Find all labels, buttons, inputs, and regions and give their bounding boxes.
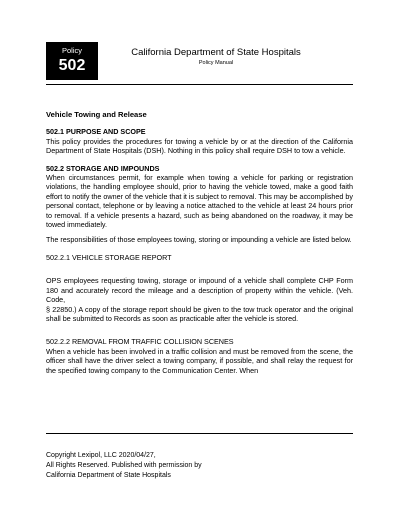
- document-body: [46, 110, 353, 375]
- policy-number: 502: [58, 57, 86, 74]
- copyright-notice: [46, 451, 202, 481]
- footer-divider: [46, 433, 353, 434]
- paragraph: § 22850.) A copy of the storage report should be given to the tow truck operator and the original shall be submitted to Records as soon as practicable after the vehicle is stored.: [46, 304, 353, 323]
- section-heading-502-2-1: 502.2.1 VEHICLE STORAGE REPORT: [46, 252, 172, 262]
- section-heading-502-1: 502.1 PURPOSE AND SCOPE: [46, 127, 146, 137]
- paragraph: When a vehicle has been involved in a traffic collision and must be removed from the scene, the officer shall have the driver select a towing company, if possible, and shall relay the request for the specified towing company to the Communication Center. When: [46, 346, 353, 375]
- manual-name: Policy Manual: [198, 60, 234, 66]
- header-divider: [46, 84, 353, 85]
- section-heading-502-2-2: 502.2.2 REMOVAL FROM TRAFFIC COLLISION SCENES: [46, 337, 234, 347]
- paragraph: The responsibilities of those employees towing, storing or impounding a vehicle are listed below.: [46, 235, 352, 245]
- paragraph: OPS employees requesting towing, storage or impound of a vehicle shall complete CHP Form 180 and accurately record the mileage and a description of property within the vehicle. (Veh. Code,: [46, 276, 353, 305]
- document-title: Vehicle Towing and Release: [46, 110, 147, 119]
- policy-label: Policy: [61, 46, 82, 55]
- policy-number-badge: [46, 42, 98, 80]
- paragraph: When circumstances permit, for example when towing a vehicle for parking or registration violations, the handling employee should, prior to having the vehicle towed, make a good faith effort to notify the owner of the vehicle that it is subject to removal. This may be accomplished by personal contact, telephone or by leaving a notice attached to the vehicle at least 24 hours prior to removal. If a vehicle presents a hazard, such as being abandoned on the roadway, it may be towed immediately.: [46, 173, 353, 230]
- section-heading-502-2: 502.2 STORAGE AND IMPOUNDS: [46, 163, 160, 173]
- paragraph: This policy provides the procedures for towing a vehicle by or at the direction of the California Department of State Hospitals (DSH). Nothing in this policy shall require DSH to tow a vehicle.: [46, 136, 353, 156]
- organization-name: California Department of State Hospitals: [131, 47, 301, 58]
- copyright-line: All Rights Reserved. Published with permission by: [46, 462, 202, 469]
- copyright-line: California Department of State Hospitals: [46, 472, 171, 479]
- copyright-line: Copyright Lexipol, LLC 2020/04/27,: [46, 452, 156, 459]
